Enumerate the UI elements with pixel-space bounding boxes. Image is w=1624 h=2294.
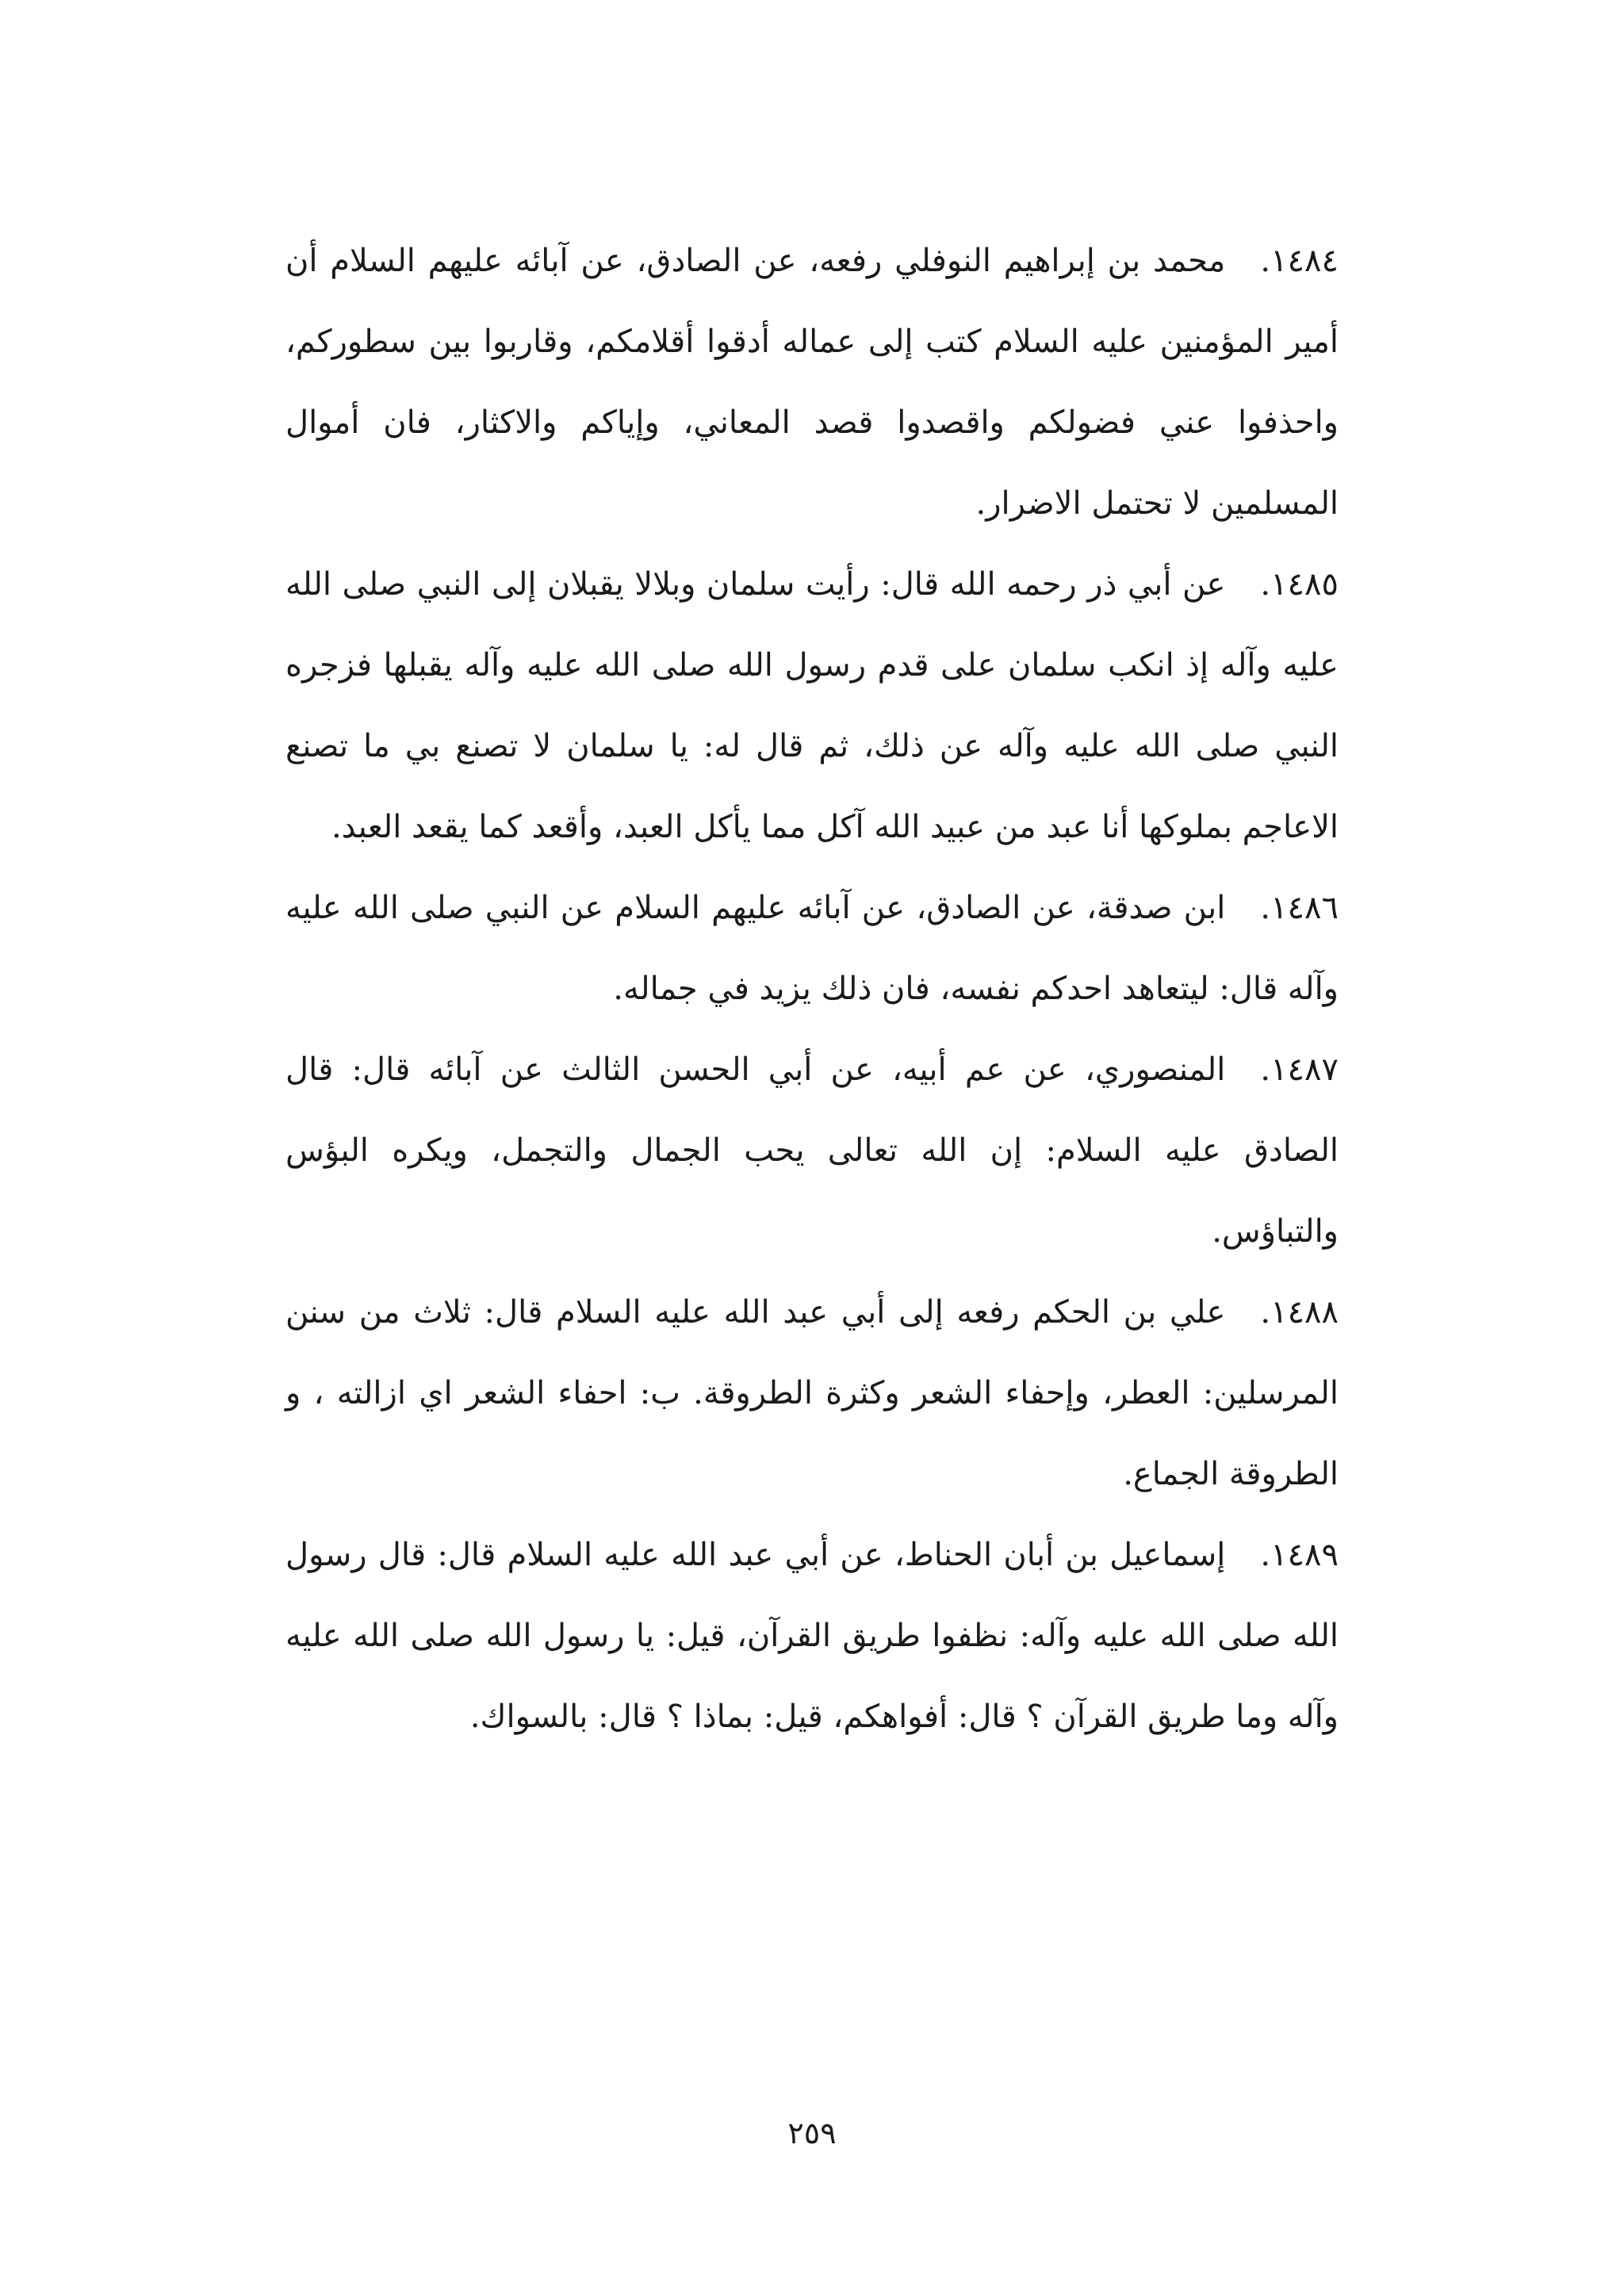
hadith-entry-1486 [285,867,1339,1029]
hadith-text: المنصوري، عن عم أبيه، عن أبي الحسن الثالث عن آبائه قال: قال الصادق عليه السلام: إن الله تعالى يحب الجمال والتجمل، ويكره البؤس والتباؤس. [285,1051,1339,1250]
hadith-number: ١٤٨٧. [1260,1051,1339,1088]
hadith-entry-1484 [285,220,1339,544]
hadith-entry-1488 [285,1272,1339,1515]
hadith-text: علي بن الحكم رفعه إلى أبي عبد الله عليه السلام قال: ثلاث من سنن المرسلين: العطر، وإحفاء الشعر وكثرة الطروقة. ب: احفاء الشعر اي ازالته ، و الطروقة الجماع. [285,1294,1339,1492]
page-number: ٢٥٩ [787,2116,837,2150]
hadith-number: ١٤٨٥. [1260,566,1339,603]
hadith-number: ١٤٨٨. [1260,1294,1339,1331]
hadith-text: ابن صدقة، عن الصادق، عن آبائه عليهم السلام عن النبي صلى الله عليه وآله قال: ليتعاهد احدكم نفسه، فان ذلك يزيد في جماله. [285,890,1339,1007]
hadith-entry-1485 [285,544,1339,867]
hadith-entry-1487 [285,1029,1339,1272]
hadith-text: محمد بن إبراهيم النوفلي رفعه، عن الصادق، عن آبائه عليهم السلام أن أمير المؤمنين عليه السلام كتب إلى عماله أدقوا أقلامكم، وقاربوا بين سطوركم، واحذفوا عني فضولكم واقصدوا قصد المعاني، وإياكم والاكثار، فان أموال المسلمين لا تحتمل الاضرار. [285,243,1339,522]
hadith-number: ١٤٨٤. [1260,243,1339,279]
hadith-text: إسماعيل بن أبان الحناط، عن أبي عبد الله عليه السلام قال: قال رسول الله صلى الله عليه وآله: نظفوا طريق القرآن، قيل: يا رسول الله صلى الله عليه وآله وما طريق القرآن ؟ قال: أفواهكم، قيل: بماذا ؟ قال: بالسواك. [285,1537,1339,1735]
hadith-list [285,220,1339,1757]
hadith-text: عن أبي ذر رحمه الله قال: رأيت سلمان وبلالا يقبلان إلى النبي صلى الله عليه وآله إذ انكب سلمان على قدم رسول الله صلى الله عليه وآله يقبلها فزجره النبي صلى الله عليه وآله عن ذلك، ثم قال له: يا سلمان لا تصنع بي ما تصنع الاعاجم بملوكها أنا عبد من عبيد الله آكل مما يأكل العبد، وأقعد كما يقعد العبد. [285,566,1339,845]
hadith-entry-1489 [285,1515,1339,1757]
hadith-number: ١٤٨٦. [1260,890,1339,926]
hadith-number: ١٤٨٩. [1260,1537,1339,1573]
